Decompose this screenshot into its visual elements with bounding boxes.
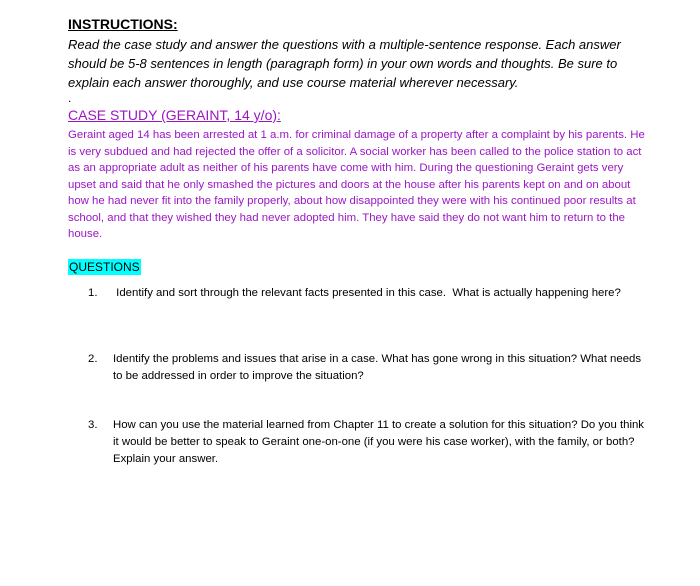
question-item-2 bbox=[88, 351, 648, 385]
question-item-1 bbox=[88, 285, 648, 302]
case-study-body: Geraint aged 14 has been arrested at 1 a.m. for criminal damage of a property after a complaint by his parents. He is very subdued and had rejected the offer of a solicitor. A social worker has been called to the police station to act as an appropriate adult as neither of his parents have come with him. During the questioning Geraint gets very upset and said that he only smashed the pictures and doors at the house after his parents kept on and on about how he had never fit into the family properly, about how disappointed they were with his continued poor results at school, and that they wished they had never adopted him. They have said they do not want him to return to the house. bbox=[68, 129, 645, 240]
question-text: How can you use the material learned from Chapter 11 to create a solution for this situation? Do you think it would be better to speak to Geraint one-on-one (if you were his case worker), with the family, or both? Explain your answer. bbox=[113, 419, 645, 465]
question-text: Identify and sort through the relevant facts presented in this case. What is actually happening here? bbox=[113, 287, 621, 299]
separator-dot: . bbox=[68, 91, 72, 105]
instructions-heading: INSTRUCTIONS: bbox=[68, 16, 178, 32]
question-item-3 bbox=[88, 417, 648, 468]
case-study-heading: CASE STUDY (GERAINT, 14 y/o): bbox=[68, 107, 281, 123]
question-number: 3. bbox=[88, 419, 98, 431]
question-number: 1. bbox=[88, 287, 98, 299]
question-number: 2. bbox=[88, 353, 98, 365]
question-text: Identify the problems and issues that arise in a case. What has gone wrong in this situation? What needs to be addressed in order to improve the situation? bbox=[113, 353, 642, 382]
instructions-body: Read the case study and answer the questions with a multiple-sentence response. Each answer should be 5-8 sentences in length (paragraph form) in your own words and thoughts. Be sure to explain each answer thoroughly, and use course material wherever necessary. bbox=[68, 37, 621, 90]
questions-heading: QUESTIONS bbox=[69, 260, 140, 274]
